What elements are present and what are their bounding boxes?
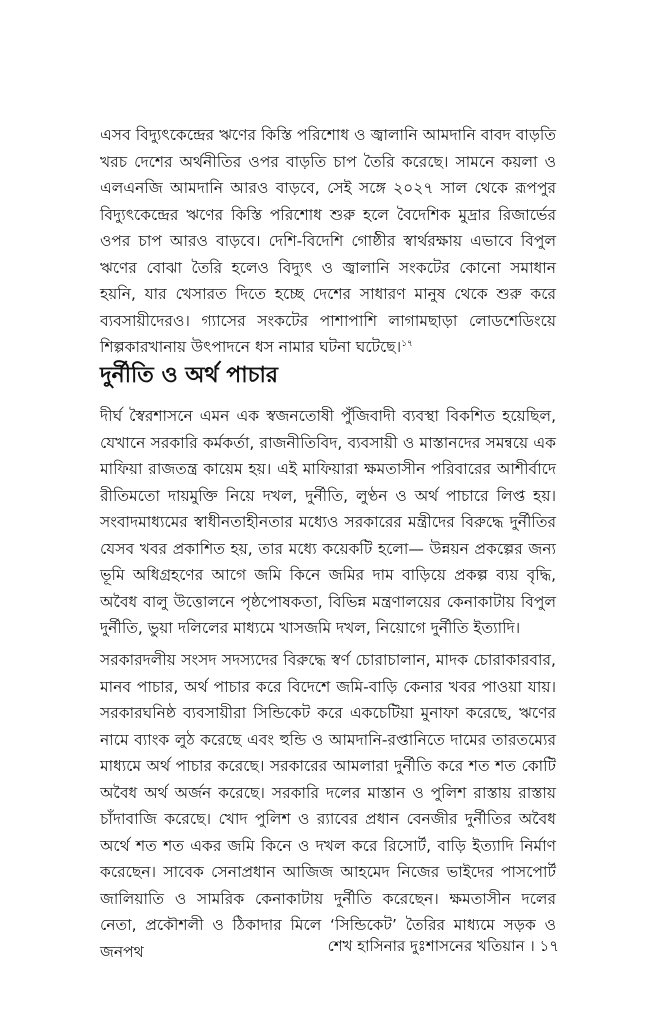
paragraph-crony-capitalism [100, 403, 556, 642]
page-footer [328, 934, 559, 958]
paragraph-text: এসব বিদ্যুৎকেন্দ্রের ঋণের কিস্তি পরিশোধ ও জ্বালানি আমদানি বাবদ বাড়তি খরচ দেশের অর্থনীতির ওপর বাড়তি চাপ তৈরি করেছে। সামনে কয়লা ও এলএনজি আমদানি আরও বাড়বে, সেই সঙ্গে ২০২৭ সাল থেকে রূপপুর বিদ্যুৎকেন্দ্রের ঋণের কিস্তি পরিশোধ শুরু হলে বৈদেশিক মুদ্রার রিজার্ভের ওপর চাপ আরও বাড়বে। দেশি-বিদেশি গোষ্ঠীর স্বার্থরক্ষায় এভাবে বিপুল ঋণের বোঝা তৈরি হলেও বিদ্যুৎ ও জ্বালানি সংকটের কোনো সমাধান হয়নি, যার খেসারত দিতে হচ্ছে দেশের সাধারণ মানুষ থেকে শুরু করে ব্যবসায়ীদেরও। গ্যাসের সংকটের পাশাপাশি লাগামছাড়া লোডশেডিংয়ে শিল্পকারখানায় উৎপাদনে ধস নামার ঘটনা ঘটেছে। [100, 126, 556, 356]
footer-separator: । [529, 937, 535, 955]
paragraph-mp-corruption [100, 647, 556, 965]
running-title: শেখ হাসিনার দুঃশাসনের খতিয়ান [327, 937, 525, 955]
section-heading: দুর্নীতি ও অর্থ পাচার [100, 363, 278, 388]
page-number: ১৭ [539, 937, 559, 955]
paragraph-text: দীর্ঘ স্বৈরশাসনে এমন এক স্বজনতোষী পুঁজিবাদী ব্যবস্থা বিকশিত হয়েছিল, যেখানে সরকারি কর্মকর্তা, রাজনীতিবিদ, ব্যবসায়ী ও মাস্তানদের সমন্বয়ে এক মাফিয়া রাজতন্ত্র কায়েম হয়। এই মাফিয়ারা ক্ষমতাসীন পরিবারের আশীর্বাদে রীতিমতো দায়মুক্তি নিয়ে দখল, দুর্নীতি, লুণ্ঠন ও অর্থ পাচারে লিপ্ত হয়। সংবাদমাধ্যমের স্বাধীনতাহীনতার মধ্যেও সরকারের মন্ত্রীদের বিরুদ্ধে দুর্নীতির যেসব খবর প্রকাশিত হয়, তার মধ্যে কয়েকটি হলো— উন্নয়ন প্রকল্পের জন্য ভূমি অধিগ্রহণের আগে জমি কিনে জমির দাম বাড়িয়ে প্রকল্প ব্যয় বৃদ্ধি, অবৈধ বালু উত্তোলনে পৃষ্ঠপোষকতা, বিভিন্ন মন্ত্রণালয়ের কেনাকাটায় বিপুল দুর্নীতি, ভুয়া দলিলের মাধ্যমে খাসজমি দখল, নিয়োগে দুর্নীতি ইত্যাদি। [100, 407, 556, 637]
footnote-reference: ১৭ [401, 338, 413, 349]
paragraph-text: সরকারদলীয় সংসদ সদস্যদের বিরুদ্ধে স্বর্ণ চোরাচালান, মাদক চোরাকারবার, মানব পাচার, অর্থ পাচার করে বিদেশে জমি-বাড়ি কেনার খবর পাওয়া যায়। সরকারঘনিষ্ঠ ব্যবসায়ীরা সিন্ডিকেট করে একচেটিয়া মুনাফা করেছে, ঋণের নামে ব্যাংক লুঠ করেছে এবং হুন্ডি ও আমদানি-রপ্তানিতে দামের তারতম্যের মাধ্যমে অর্থ পাচার করেছে। সরকারের আমলারা দুর্নীতি করে শত শত কোটি অবৈধ অর্থ অর্জন করেছে। সরকারি দলের মাস্তান ও পুলিশ রাস্তায় রাস্তায় চাঁদাবাজি করেছে। খোদ পুলিশ ও র‍্যাবের প্রধান বেনজীর দুর্নীতির অবৈধ অর্থে শত শত একর জমি কিনে ও দখল করে রিসোর্ট, বাড়ি ইত্যাদি নির্মাণ করেছেন। সাবেক সেনাপ্রধান আজিজ আহমেদ নিজের ভাইদের পাসপোর্ট জালিয়াতি ও সামরিক কেনাকাটায় দুর্নীতি করেছেন। ক্ষমতাসীন দলের নেতা, প্রকৌশলী ও ঠিকাদার মিলে ‘সিন্ডিকেট’ তৈরির মাধ্যমে সড়ক ও জনপথ [100, 651, 556, 961]
paragraph-energy-debt [100, 122, 556, 361]
